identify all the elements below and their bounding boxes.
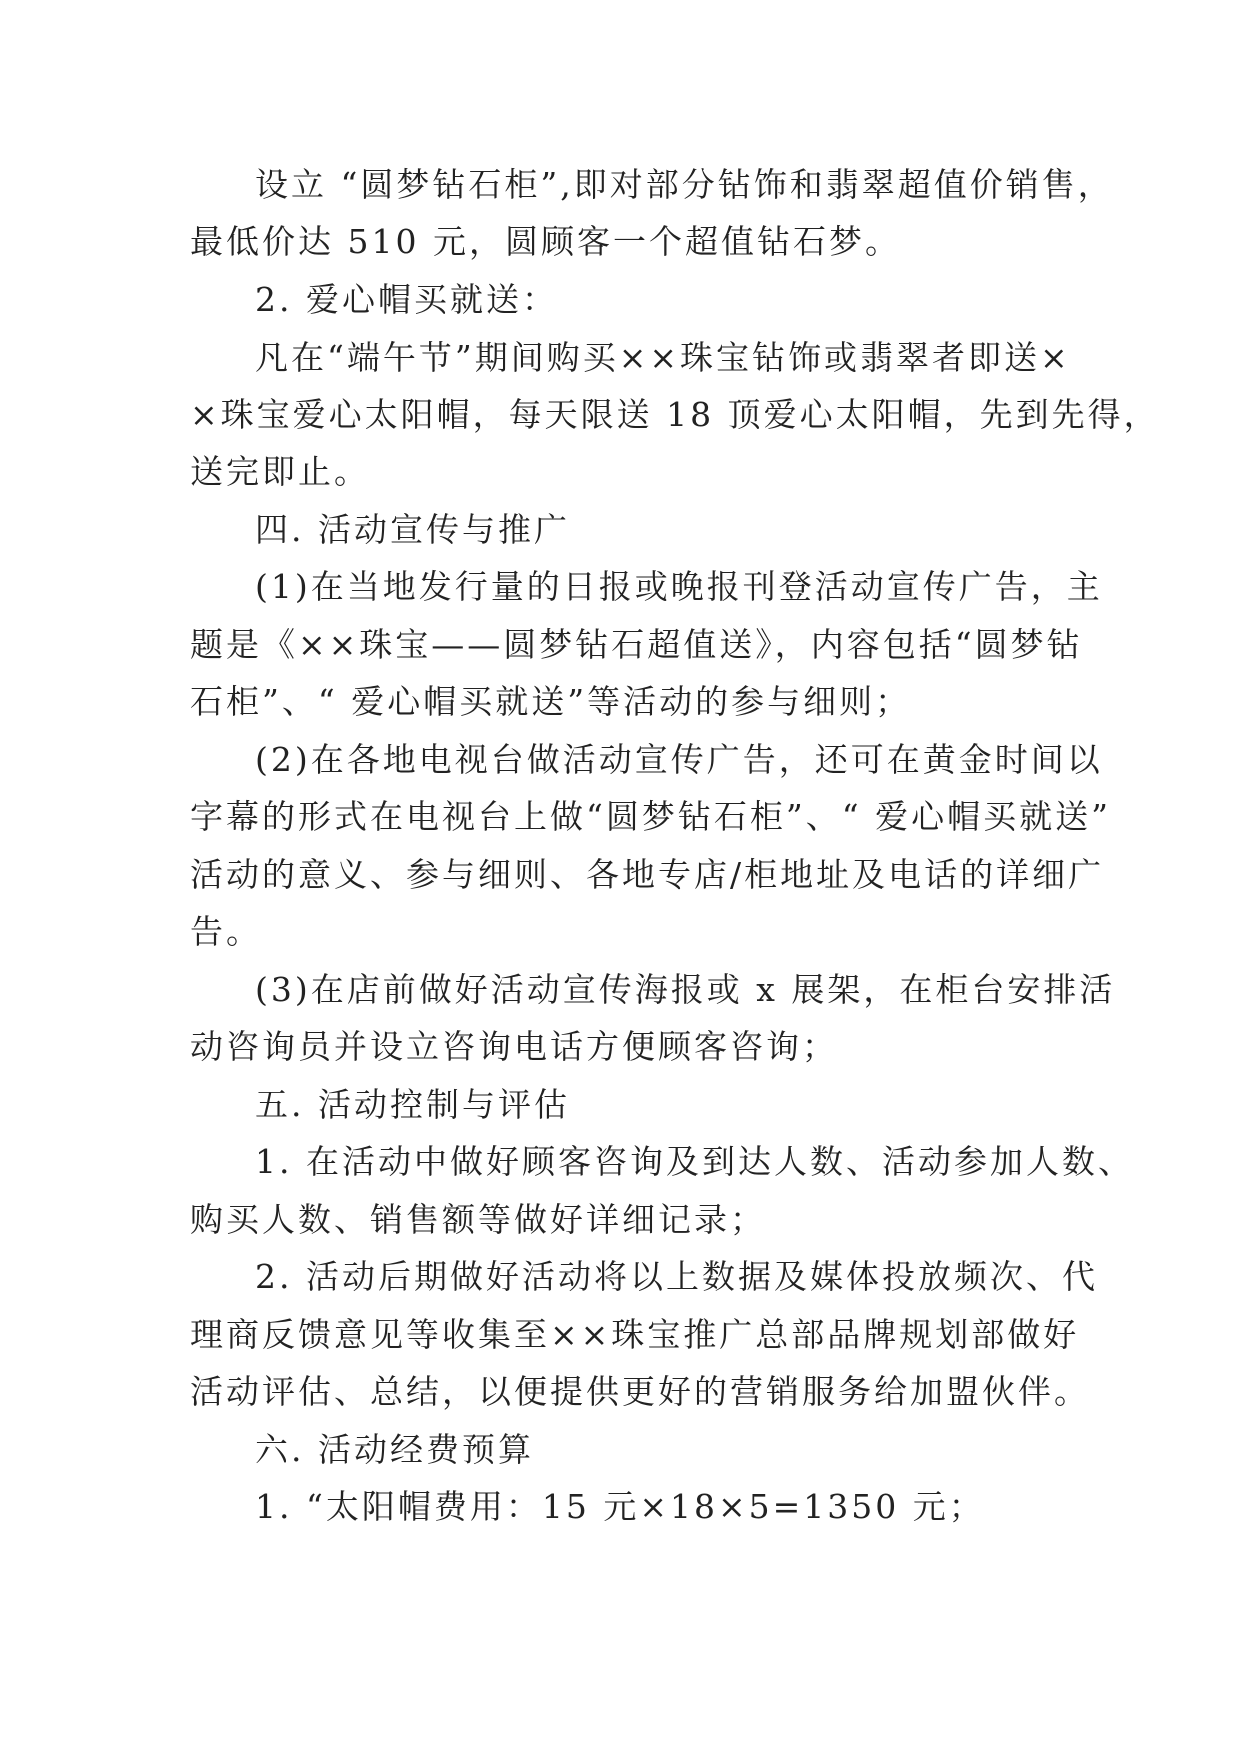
section-heading: 五. 活动控制与评估 (255, 1085, 570, 1124)
paragraph-line: 设立 “圆梦钻石柜”,即对部分钻饰和翡翠超值价销售， (255, 165, 1114, 204)
paragraph-line: 送完即止。 (190, 452, 370, 491)
paragraph-line: 最低价达 510 元，圆顾客一个超值钻石梦。 (190, 222, 901, 261)
paragraph-line: 活动的意义、参与细则、各地专店/柜地址及电话的详细广 (190, 855, 1105, 894)
paragraph-line: 字幕的形式在电视台上做“圆梦钻石柜”、“ 爱心帽买就送” (190, 797, 1111, 836)
paragraph-line: 动咨询员并设立咨询电话方便顾客咨询； (190, 1027, 838, 1066)
paragraph-line: 1. 在活动中做好顾客咨询及到达人数、活动参加人数、 (255, 1142, 1134, 1181)
section-heading: 四. 活动宣传与推广 (255, 510, 570, 549)
list-item-heading: 2. 爱心帽买就送： (255, 280, 558, 319)
paragraph-line: ×珠宝爱心太阳帽，每天限送 18 顶爱心太阳帽，先到先得， (190, 395, 1160, 434)
paragraph-line: 告。 (190, 912, 262, 951)
paragraph-line: (1)在当地发行量的日报或晚报刊登活动宣传广告，主 (255, 567, 1103, 606)
paragraph-line: 1. “太阳帽费用：15 元×18×5=1350 元； (255, 1487, 985, 1526)
paragraph-line: 理商反馈意见等收集至××珠宝推广总部品牌规划部做好 (190, 1315, 1080, 1354)
paragraph-line: 石柜”、“ 爱心帽买就送”等活动的参与细则； (190, 682, 912, 721)
paragraph-line: 凡在“端午节”期间购买××珠宝钻饰或翡翠者即送× (255, 338, 1071, 377)
paragraph-line: (2)在各地电视台做活动宣传广告，还可在黄金时间以 (255, 740, 1103, 779)
paragraph-line: 活动评估、总结，以便提供更好的营销服务给加盟伙伴。 (190, 1372, 1090, 1411)
paragraph-line: 购买人数、销售额等做好详细记录； (190, 1200, 766, 1239)
section-heading: 六. 活动经费预算 (255, 1430, 534, 1469)
paragraph-line: 2. 活动后期做好活动将以上数据及媒体投放频次、代 (255, 1257, 1098, 1296)
paragraph-line: 题是《××珠宝——圆梦钻石超值送》，内容包括“圆梦钻 (190, 625, 1083, 664)
paragraph-line: (3)在店前做好活动宣传海报或 x 展架，在柜台安排活 (255, 970, 1116, 1009)
